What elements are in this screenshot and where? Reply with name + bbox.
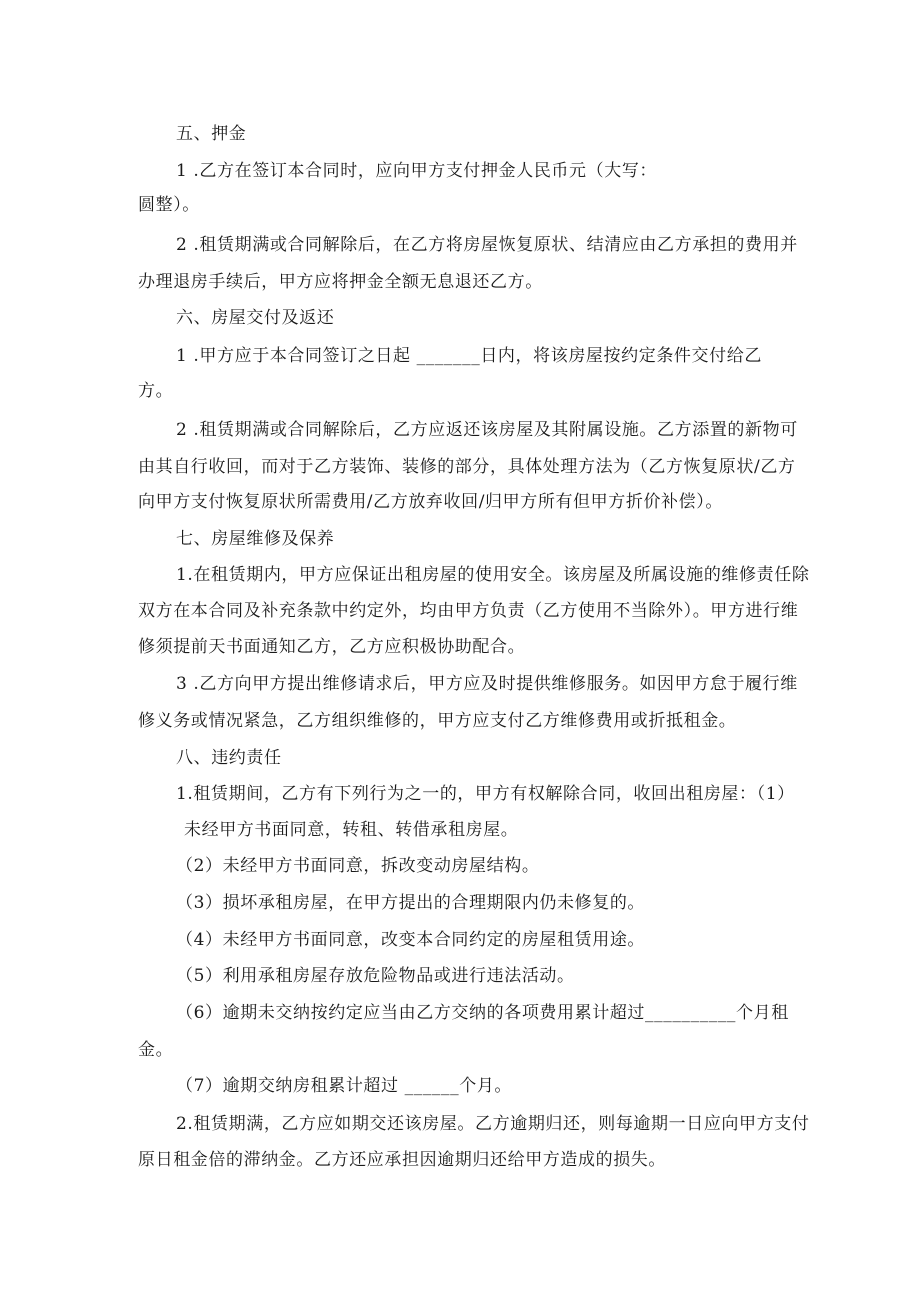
paragraph-line: 2 .租赁期满或合同解除后，乙方应返还该房屋及其附属设施。乙方添置的新物可 bbox=[176, 420, 798, 440]
list-item: 金。 bbox=[138, 1040, 174, 1060]
list-item: （4）未经甲方书面同意，改变本合同约定的房屋租赁用途。 bbox=[176, 930, 646, 950]
section-heading-maintenance: 七、房屋维修及保养 bbox=[176, 529, 335, 549]
section-heading-breach-liability: 八、违约责任 bbox=[176, 748, 282, 768]
paragraph-line: 修须提前天书面通知乙方，乙方应积极协助配合。 bbox=[138, 637, 526, 657]
paragraph-line: 2 .租赁期满或合同解除后，在乙方将房屋恢复原状、结清应由乙方承担的费用并 bbox=[176, 235, 798, 255]
paragraph-line: 1 .乙方在签订本合同时，应向甲方支付押金人民币元（大写： bbox=[176, 161, 658, 181]
section-heading-deposit: 五、押金 bbox=[176, 124, 247, 144]
paragraph-line: 办理退房手续后，甲方应将押金全额无息退还乙方。 bbox=[138, 272, 543, 292]
list-item: （6）逾期未交纳按约定应当由乙方交纳的各项费用累计超过__________个月租 bbox=[176, 1003, 789, 1023]
paragraph-line: 修义务或情况紧急，乙方组织维修的，甲方应支付乙方维修费用或折抵租金。 bbox=[138, 711, 737, 731]
list-item: （3）损坏承租房屋，在甲方提出的合理期限内仍未修复的。 bbox=[176, 893, 646, 913]
paragraph-line: 2.租赁期满，乙方应如期交还该房屋。乙方逾期归还，则每逾期一日应向甲方支付 bbox=[176, 1114, 810, 1134]
paragraph-line: 1 .甲方应于本合同签订之日起 _______日内，将该房屋按约定条件交付给乙 bbox=[176, 346, 762, 366]
list-item: （7）逾期交纳房租累计超过 ______个月。 bbox=[176, 1076, 513, 1096]
paragraph-line: 由其自行收回，而对于乙方装饰、装修的部分，具体处理方法为（乙方恢复原状/乙方 bbox=[138, 457, 796, 477]
paragraph-line: 向甲方支付恢复原状所需费用/乙方放弃收回/归甲方所有但甲方折价补偿）。 bbox=[138, 492, 723, 512]
paragraph-line: 未经甲方书面同意，转租、转借承租房屋。 bbox=[184, 820, 519, 840]
list-item: （5）利用承租房屋存放危险物品或进行违法活动。 bbox=[176, 966, 575, 986]
paragraph-line: 1.租赁期间，乙方有下列行为之一的，甲方有权解除合同，收回出租房屋：（1） bbox=[176, 784, 795, 804]
paragraph-line: 方。 bbox=[138, 381, 174, 401]
paragraph-line: 3 .乙方向甲方提出维修请求后，甲方应及时提供维修服务。如因甲方怠于履行维 bbox=[176, 674, 798, 694]
paragraph-line: 1.在租赁期内，甲方应保证出租房屋的使用安全。该房屋及所属设施的维修责任除 bbox=[176, 565, 810, 585]
list-item: （2）未经甲方书面同意，拆改变动房屋结构。 bbox=[176, 856, 540, 876]
paragraph-line: 原日租金倍的滞纳金。乙方还应承担因逾期归还给甲方造成的损失。 bbox=[138, 1150, 666, 1170]
paragraph-line: 双方在本合同及补充条款中约定外，均由甲方负责（乙方使用不当除外）。甲方进行维 bbox=[138, 601, 799, 621]
paragraph-line: 圆整）。 bbox=[138, 195, 200, 215]
section-heading-delivery-return: 六、房屋交付及返还 bbox=[176, 308, 335, 328]
